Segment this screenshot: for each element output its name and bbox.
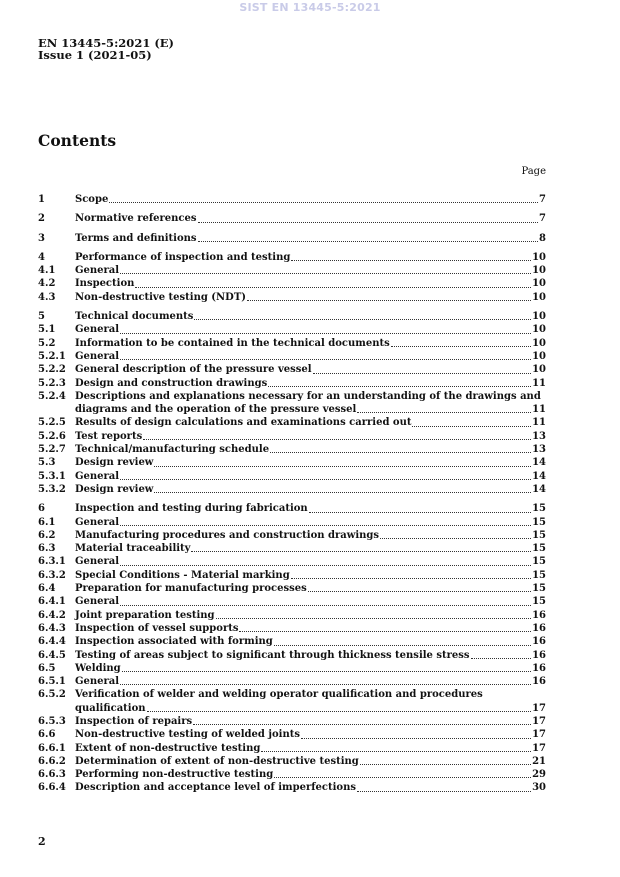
toc-leader-dots [391,346,531,347]
document-id: EN 13445-5:2021 (E) [38,36,174,50]
toc-entry[interactable] [38,688,546,701]
toc-entry-page: 16 [532,676,546,688]
toc-entry[interactable] [38,742,546,755]
toc-leader-dots [122,671,531,672]
toc-entry-number: 5.2.5 [38,417,66,429]
toc-leader-dots [120,525,531,526]
toc-entry[interactable] [38,595,546,608]
toc-entry-number: 6.4.5 [38,649,66,661]
toc-entry-number: 5.3.2 [38,483,66,495]
toc-leader-dots [191,551,531,552]
toc-leader-dots [120,684,531,685]
toc-entry-number: 5.2.4 [38,390,66,402]
toc-leader-dots [216,618,532,619]
toc-entry-page: 11 [532,417,546,429]
toc-entry-page: 10 [532,265,546,277]
toc-entry-title: Manufacturing procedures and construction drawings [75,529,380,541]
toc-leader-dots [198,241,539,242]
toc-entry-page: 10 [532,251,546,263]
toc-entry[interactable] [38,728,546,741]
toc-entry-number: 5.2 [38,337,56,349]
toc-entry[interactable] [38,781,546,794]
toc-entry-page: 17 [532,729,546,741]
toc-entry-page: 16 [532,609,546,621]
toc-entry[interactable] [38,569,546,582]
toc-entry-title: Test reports [75,430,143,442]
toc-entry-page: 7 [539,213,546,225]
toc-entry-page: 11 [532,404,546,416]
toc-leader-dots [274,645,531,646]
toc-leader-dots [412,426,531,427]
toc-entry-page: 15 [532,529,546,541]
toc-entry-number: 5.3 [38,457,56,469]
toc-entry-number: 6.3.1 [38,556,66,568]
toc-entry-page: 10 [532,278,546,290]
toc-entry[interactable] [38,251,546,264]
toc-entry-page: 15 [532,596,546,608]
toc-entry-page: 10 [532,337,546,349]
toc-entry-number: 5.2.1 [38,350,66,362]
toc-entry-number: 6.6.1 [38,742,66,754]
toc-leader-dots [270,452,531,453]
toc-entry-title: Preparation for manufacturing processes [75,583,307,595]
toc-entry[interactable] [38,715,546,728]
toc-entry-page: 17 [532,702,546,714]
toc-entry[interactable] [38,675,546,688]
toc-leader-dots [268,386,531,387]
toc-group [38,251,546,304]
page-number: 2 [38,835,46,848]
toc-entry-number: 5.1 [38,324,56,336]
toc-entry-title: General [75,516,120,528]
document-header [38,37,174,61]
table-of-contents [38,193,546,801]
toc-leader-dots [120,479,531,480]
toc-entry-number: 4.2 [38,278,56,290]
toc-entry-number: 6.2 [38,529,56,541]
toc-entry-page: 15 [532,516,546,528]
toc-leader-dots [143,439,531,440]
toc-entry[interactable] [38,502,546,515]
toc-entry[interactable] [38,483,546,496]
toc-entry-number: 4.3 [38,291,56,303]
toc-leader-dots [357,412,531,413]
toc-entry-number: 6.4.3 [38,622,66,634]
toc-entry[interactable] [38,390,546,403]
toc-entry-page: 16 [532,662,546,674]
toc-entry-page: 11 [532,377,546,389]
toc-entry-page: 30 [532,782,546,794]
toc-leader-dots [471,658,532,659]
toc-entry-number: 6.6.3 [38,769,66,781]
toc-leader-dots [198,222,539,223]
toc-entry-number: 5.3.1 [38,470,66,482]
toc-entry-page: 17 [532,715,546,727]
toc-entry[interactable] [38,542,546,555]
toc-entry-number: 2 [38,213,45,225]
toc-group [38,212,546,225]
toc-group [38,193,546,206]
toc-entry-page: 10 [532,311,546,323]
toc-leader-dots [154,492,531,493]
toc-entry[interactable] [38,529,546,542]
page-column-label: Page [521,166,546,177]
toc-leader-dots [247,300,531,301]
toc-entry-title: Joint preparation testing [75,609,215,621]
toc-entry[interactable] [38,416,546,429]
toc-entry-number: 1 [38,194,45,205]
toc-entry-page: 15 [532,583,546,595]
toc-entry[interactable] [38,649,546,662]
toc-entry-title: General [75,556,120,568]
toc-entry-title: Inspection [75,278,135,290]
toc-leader-dots [291,260,531,261]
toc-entry-title: General [75,265,120,277]
toc-leader-dots [120,273,531,274]
toc-entry-number: 6.4.4 [38,636,66,648]
toc-leader-dots [261,751,531,752]
toc-entry-number: 6.5.3 [38,715,66,727]
toc-entry-title: General description of the pressure vessel [75,364,312,376]
toc-entry-number: 5.2.2 [38,364,66,376]
toc-entry-number: 5 [38,311,45,323]
toc-entry-page: 8 [539,232,546,244]
toc-entry[interactable] [38,277,546,290]
toc-entry-number: 5.2.3 [38,377,66,389]
toc-entry-page: 15 [532,569,546,581]
toc-entry-title: Verification of welder and welding operator qualification and procedures [75,689,483,701]
toc-entry[interactable] [38,310,546,323]
toc-entry-page: 16 [532,622,546,634]
toc-entry[interactable] [38,443,546,456]
toc-entry-title: Description and acceptance level of imperfections [75,782,357,794]
toc-entry-page: 7 [539,194,546,205]
toc-entry[interactable] [38,470,546,483]
toc-entry-title: Non-destructive testing (NDT) [75,291,247,303]
toc-entry-number: 6.6.4 [38,782,66,794]
toc-entry-page: 13 [532,444,546,456]
toc-leader-dots [147,711,532,712]
toc-entry-title: Special Conditions - Material marking [75,569,290,581]
toc-entry-page: 29 [532,769,546,781]
toc-entry-title: Design and construction drawings [75,377,268,389]
toc-entry-number: 4.1 [38,265,56,277]
toc-entry-number: 5.2.6 [38,430,66,442]
toc-entry-title-continued: qualification [75,702,146,714]
toc-entry[interactable] [38,323,546,336]
toc-entry[interactable] [38,193,546,206]
toc-entry[interactable] [38,582,546,595]
toc-entry-title: Inspection of vessel supports [75,622,239,634]
toc-entry-number: 6.4 [38,583,56,595]
toc-entry[interactable] [38,363,546,376]
toc-entry-title: Descriptions and explanations necessary for an understanding of the drawings and [75,390,541,402]
document-issue: Issue 1 (2021-05) [38,48,152,62]
toc-leader-dots [360,764,531,765]
toc-entry-title: Technical/manufacturing schedule [75,444,270,456]
toc-entry[interactable] [38,768,546,781]
toc-entry-page: 15 [532,543,546,555]
toc-entry-page: 10 [532,350,546,362]
toc-entry[interactable] [38,609,546,622]
toc-entry-number: 4 [38,251,45,263]
toc-leader-dots [120,333,531,334]
toc-entry-title: Terms and definitions [75,232,197,244]
toc-entry-page: 10 [532,324,546,336]
toc-leader-dots [313,373,531,374]
toc-entry[interactable] [38,377,546,390]
toc-entry-title: Determination of extent of non-destructive testing [75,755,359,767]
toc-leader-dots [193,724,531,725]
toc-entry-page: 16 [532,636,546,648]
toc-entry-number: 6.6 [38,729,56,741]
toc-entry-page: 14 [532,483,546,495]
toc-entry-number: 5.2.7 [38,444,66,456]
toc-entry-title: General [75,350,120,362]
toc-entry-page: 15 [532,503,546,515]
toc-entry-page: 10 [532,291,546,303]
toc-entry[interactable] [38,232,546,245]
toc-entry[interactable] [38,516,546,529]
toc-entry-title: Inspection associated with forming [75,636,273,648]
toc-leader-dots [380,538,531,539]
toc-entry-continuation[interactable] [38,403,546,416]
toc-entry-continuation[interactable] [38,702,546,715]
toc-entry[interactable] [38,350,546,363]
toc-entry[interactable] [38,555,546,568]
contents-title: Contents [38,131,117,150]
toc-entry-number: 6.3.2 [38,569,66,581]
toc-leader-dots [308,591,531,592]
toc-entry-number: 6.5 [38,662,56,674]
toc-entry-number: 6.3 [38,543,56,555]
toc-leader-dots [120,605,531,606]
toc-entry-title: General [75,596,120,608]
toc-entry-page: 15 [532,556,546,568]
toc-entry-title: Design review [75,483,154,495]
toc-entry-title: Performing non-destructive testing [75,769,274,781]
toc-entry[interactable] [38,337,546,350]
toc-group [38,502,546,795]
toc-leader-dots [109,202,538,203]
toc-entry-title: Normative references [75,213,197,225]
toc-leader-dots [194,319,531,320]
toc-entry-page: 14 [532,457,546,469]
toc-entry[interactable] [38,430,546,443]
toc-entry-title: Non-destructive testing of welded joints [75,729,300,741]
toc-entry-number: 6.5.1 [38,676,66,688]
toc-entry-number: 6.5.2 [38,689,66,701]
toc-entry[interactable] [38,291,546,304]
toc-entry-page: 13 [532,430,546,442]
toc-entry-title: Performance of inspection and testing [75,251,291,263]
toc-entry-title: Material traceability [75,543,191,555]
toc-entry-title: General [75,324,120,336]
toc-entry-title: Extent of non-destructive testing [75,742,261,754]
toc-leader-dots [291,578,531,579]
toc-entry-number: 6.1 [38,516,56,528]
toc-entry-page: 16 [532,649,546,661]
toc-leader-dots [120,565,531,566]
toc-entry[interactable] [38,264,546,277]
toc-entry-title: Results of design calculations and examinations carried out [75,417,412,429]
toc-entry-page: 14 [532,470,546,482]
toc-entry-title: Inspection and testing during fabrication [75,503,308,515]
toc-entry-title: Scope [75,194,109,205]
toc-entry[interactable] [38,456,546,469]
toc-entry-number: 6 [38,503,45,515]
toc-leader-dots [301,738,531,739]
toc-leader-dots [154,466,531,467]
toc-group [38,232,546,245]
toc-leader-dots [239,631,531,632]
toc-entry-title: Technical documents [75,311,194,323]
toc-entry-title-continued: diagrams and the operation of the pressure vessel [75,404,357,416]
toc-entry-title: Inspection of repairs [75,715,193,727]
toc-entry-page: 21 [532,755,546,767]
toc-leader-dots [120,359,531,360]
toc-entry-page: 10 [532,364,546,376]
toc-entry-title: General [75,676,120,688]
toc-entry-title: Information to be contained in the technical documents [75,337,390,349]
toc-entry-page: 17 [532,742,546,754]
toc-entry-title: Testing of areas subject to significant through thickness tensile stress [75,649,470,661]
toc-leader-dots [357,791,531,792]
toc-entry-title: Welding [75,662,121,674]
toc-entry-number: 6.4.2 [38,609,66,621]
toc-entry[interactable] [38,635,546,648]
toc-entry-number: 6.6.2 [38,755,66,767]
toc-leader-dots [309,512,531,513]
toc-entry-number: 3 [38,232,45,244]
toc-group [38,310,546,496]
watermark: SIST EN 13445-5:2021 [239,1,381,14]
toc-entry[interactable] [38,662,546,675]
toc-leader-dots [135,287,531,288]
toc-entry-number: 6.4.1 [38,596,66,608]
toc-leader-dots [274,777,531,778]
toc-entry[interactable] [38,622,546,635]
toc-entry-title: General [75,470,120,482]
toc-entry-title: Design review [75,457,154,469]
toc-entry[interactable] [38,755,546,768]
toc-entry[interactable] [38,212,546,225]
